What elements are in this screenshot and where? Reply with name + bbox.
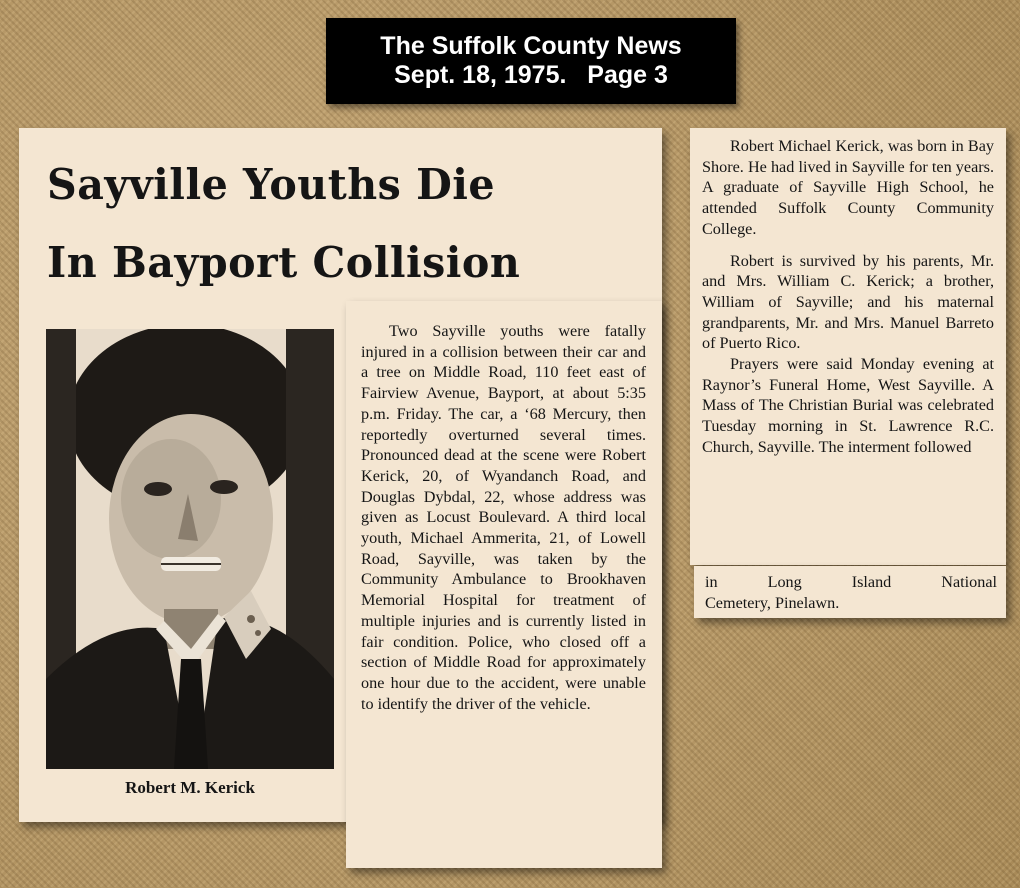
obituary-clipping (690, 128, 1006, 565)
obituary-text (702, 136, 994, 469)
article-headline (47, 146, 635, 302)
photo-caption: Robert M. Kerick (125, 778, 255, 797)
publication-date-page: Sept. 18, 1975. Page 3 (394, 61, 668, 89)
obituary-paragraph-1: Robert Michael Kerick, was born in Bay Shore. He had lived in Sayville for ten years. A graduate of Sayville High School, he attended Suffolk County Community College. (702, 137, 994, 238)
obituary-paragraph-2: Robert is survived by his parents, Mr. and Mrs. William C. Kerick; a brother, William of Sayville; and his maternal grandparents, Mr. and Mrs. Manuel Barreto of Puerto Rico. (702, 251, 994, 353)
portrait-photo (46, 329, 334, 769)
portrait-photo-icon (46, 329, 334, 769)
article-body-text: Two Sayville youths were fatally injured in a collision between their car and a tree on Middle Road, 110 feet east of Fairview Avenue, Bayport, at about 5:35 p.m. Friday. The car, a ‘68 Mercury, then reportedly overturned several times. Pronounced dead at the scene were Robert Kerick, 20, of Wyandanch Road, and Douglas Dybdal, 22, whose address was given as Locust Boulevard. A third local youth, Michael Ammerita, 21, of Lowell Road, Sayville, was taken by the Community Ambulance to Brookhaven Memorial Hospital for treatment of multiple injuries and is currently listed in fair condition. Police, who closed off a section of Middle Road for approximately one hour due to the accident, were unable to identify the driver of the vehicle. (361, 322, 646, 713)
newspaper-name: The Suffolk County News (380, 32, 682, 60)
continuation-line-1: in Long Island National (705, 573, 997, 591)
headline-line-1: Sayville Youths Die (47, 160, 496, 209)
article-body-clipping (346, 301, 662, 868)
obituary-continuation-text (705, 572, 997, 613)
continuation-line-2: Cemetery, Pinelawn. (705, 593, 840, 612)
obituary-continuation-clipping (694, 566, 1006, 618)
obituary-paragraph-3: Prayers were said Monday evening at Raynor’s Funeral Home, West Sayville. A Mass of The Christian Burial was celebrated Tuesday morning in St. Lawrence R.C. Church, Sayville. The interment followed (702, 355, 994, 456)
headline-line-2: In Bayport Collision (47, 238, 521, 287)
newspaper-header-label (326, 18, 736, 104)
